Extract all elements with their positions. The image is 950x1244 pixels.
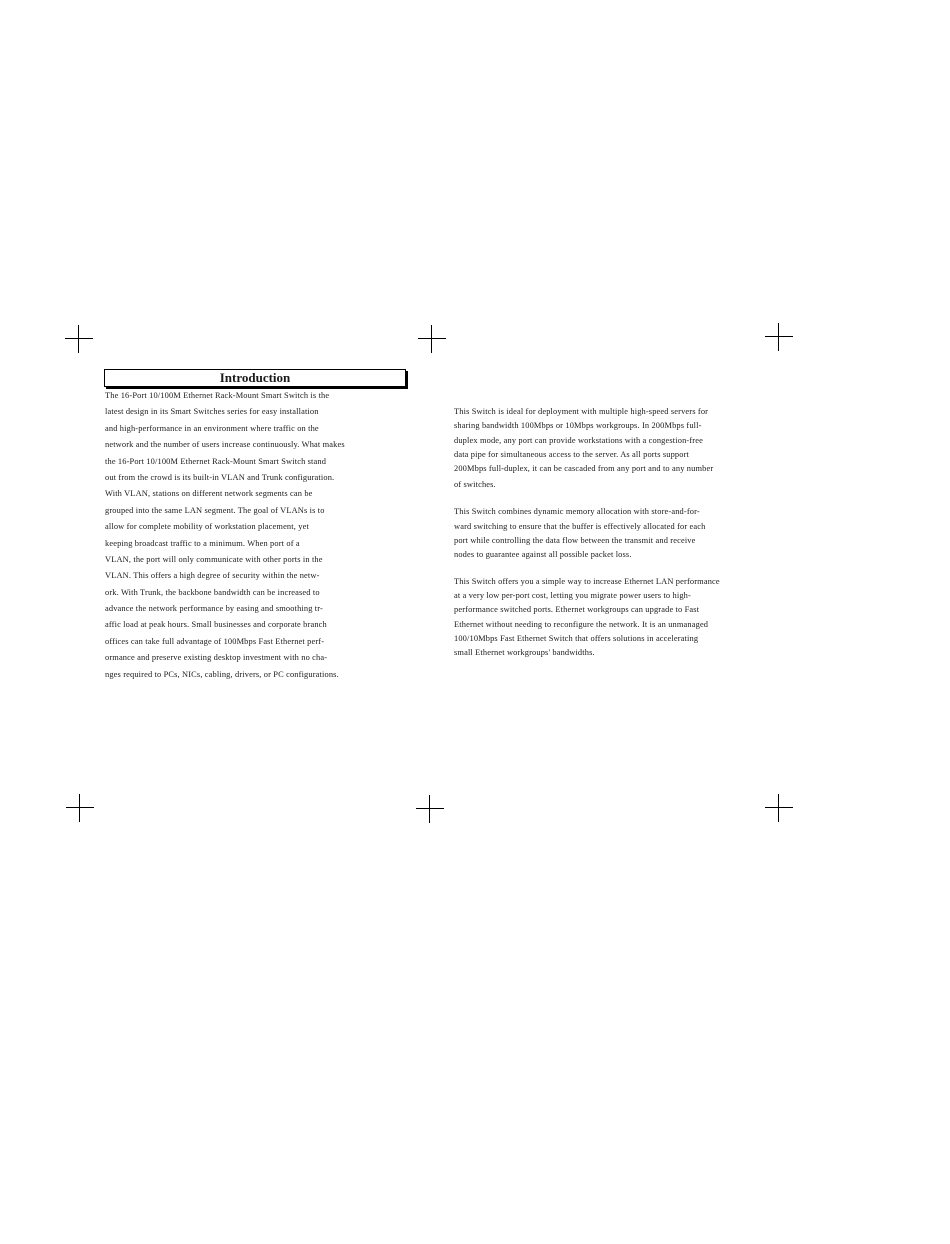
text-line: affic load at peak hours. Small businesses and corporate branch xyxy=(105,620,327,630)
text-line: 100/10Mbps Fast Ethernet Switch that offers solutions in accelerating xyxy=(454,633,699,643)
section-title: Introduction xyxy=(104,369,406,387)
text-line: keeping broadcast traffic to a minimum. When port of a xyxy=(105,538,300,548)
text-line: network and the number of users increase continuously. What makes xyxy=(105,440,345,450)
text-line: port while controlling the data flow between the transmit and receive xyxy=(454,536,696,546)
text-line: VLAN. This offers a high degree of security within the netw- xyxy=(105,571,320,581)
text-line: grouped into the same LAN segment. The goal of VLANs is to xyxy=(105,505,325,515)
text-line: 200Mbps full-duplex, it can be cascaded from any port and to any number xyxy=(454,464,714,474)
text-line: at a very low per-port cost, letting you migrate power users to high- xyxy=(454,590,691,600)
text-line: Ethernet without needing to reconfigure the network. It is an unmanaged xyxy=(454,619,709,629)
text-line: small Ethernet workgroups' bandwidths. xyxy=(454,648,595,658)
text-line: nodes to guarantee against all possible packet loss. xyxy=(454,550,632,560)
crop-mark-bottom-right xyxy=(765,794,793,822)
text-line: ork. With Trunk, the backbone bandwidth can be increased to xyxy=(105,587,320,597)
text-line: ormance and preserve existing desktop investment with no cha- xyxy=(105,653,328,663)
text-line: ward switching to ensure that the buffer is effectively allocated for each xyxy=(454,521,706,531)
crop-mark-top-center xyxy=(418,325,446,353)
paragraph-memory xyxy=(454,505,784,562)
crop-mark-top-left xyxy=(65,325,93,353)
text-line: advance the network performance by easing and smoothing tr- xyxy=(105,604,323,614)
text-line: With VLAN, stations on different network segments can be xyxy=(105,489,313,499)
text-line: allow for complete mobility of workstation placement, yet xyxy=(105,522,309,532)
text-line: data pipe for simultaneous access to the server. As all ports support xyxy=(454,449,690,459)
text-line: offices can take full advantage of 100Mbps Fast Ethernet perf- xyxy=(105,636,325,646)
text-line: out from the crowd is its built-in VLAN and Trunk configuration. xyxy=(105,472,335,482)
paragraph-deployment xyxy=(454,405,784,493)
text-line: VLAN, the port will only communicate with other ports in the xyxy=(105,554,323,564)
text-line: sharing bandwidth 100Mbps or 10Mbps workgroups. In 200Mbps full- xyxy=(454,421,702,431)
text-line: nges required to PCs, NICs, cabling, drivers, or PC configurations. xyxy=(105,669,339,679)
text-line: of switches. xyxy=(454,480,496,490)
left-column xyxy=(105,388,405,683)
text-line: and high-performance in an environment where traffic on the xyxy=(105,423,319,433)
paragraph-performance xyxy=(454,575,784,661)
text-line: duplex mode, any port can provide workstations with a congestion-free xyxy=(454,435,703,445)
text-line: The 16-Port 10/100M Ethernet Rack-Mount Smart Switch is the xyxy=(105,391,330,400)
right-column xyxy=(454,405,784,672)
text-line: latest design in its Smart Switches series for easy installation xyxy=(105,407,319,417)
crop-mark-bottom-center xyxy=(416,795,444,823)
text-line: This Switch offers you a simple way to increase Ethernet LAN performance xyxy=(454,576,720,586)
text-line: This Switch combines dynamic memory allocation with store-and-for- xyxy=(454,507,700,517)
crop-mark-top-right xyxy=(765,323,793,351)
text-line: This Switch is ideal for deployment with multiple high-speed servers for xyxy=(454,407,709,416)
text-line: the 16-Port 10/100M Ethernet Rack-Mount Smart Switch stand xyxy=(105,456,327,466)
crop-mark-bottom-left xyxy=(66,794,94,822)
text-line: performance switched ports. Ethernet workgroups can upgrade to Fast xyxy=(454,605,700,615)
